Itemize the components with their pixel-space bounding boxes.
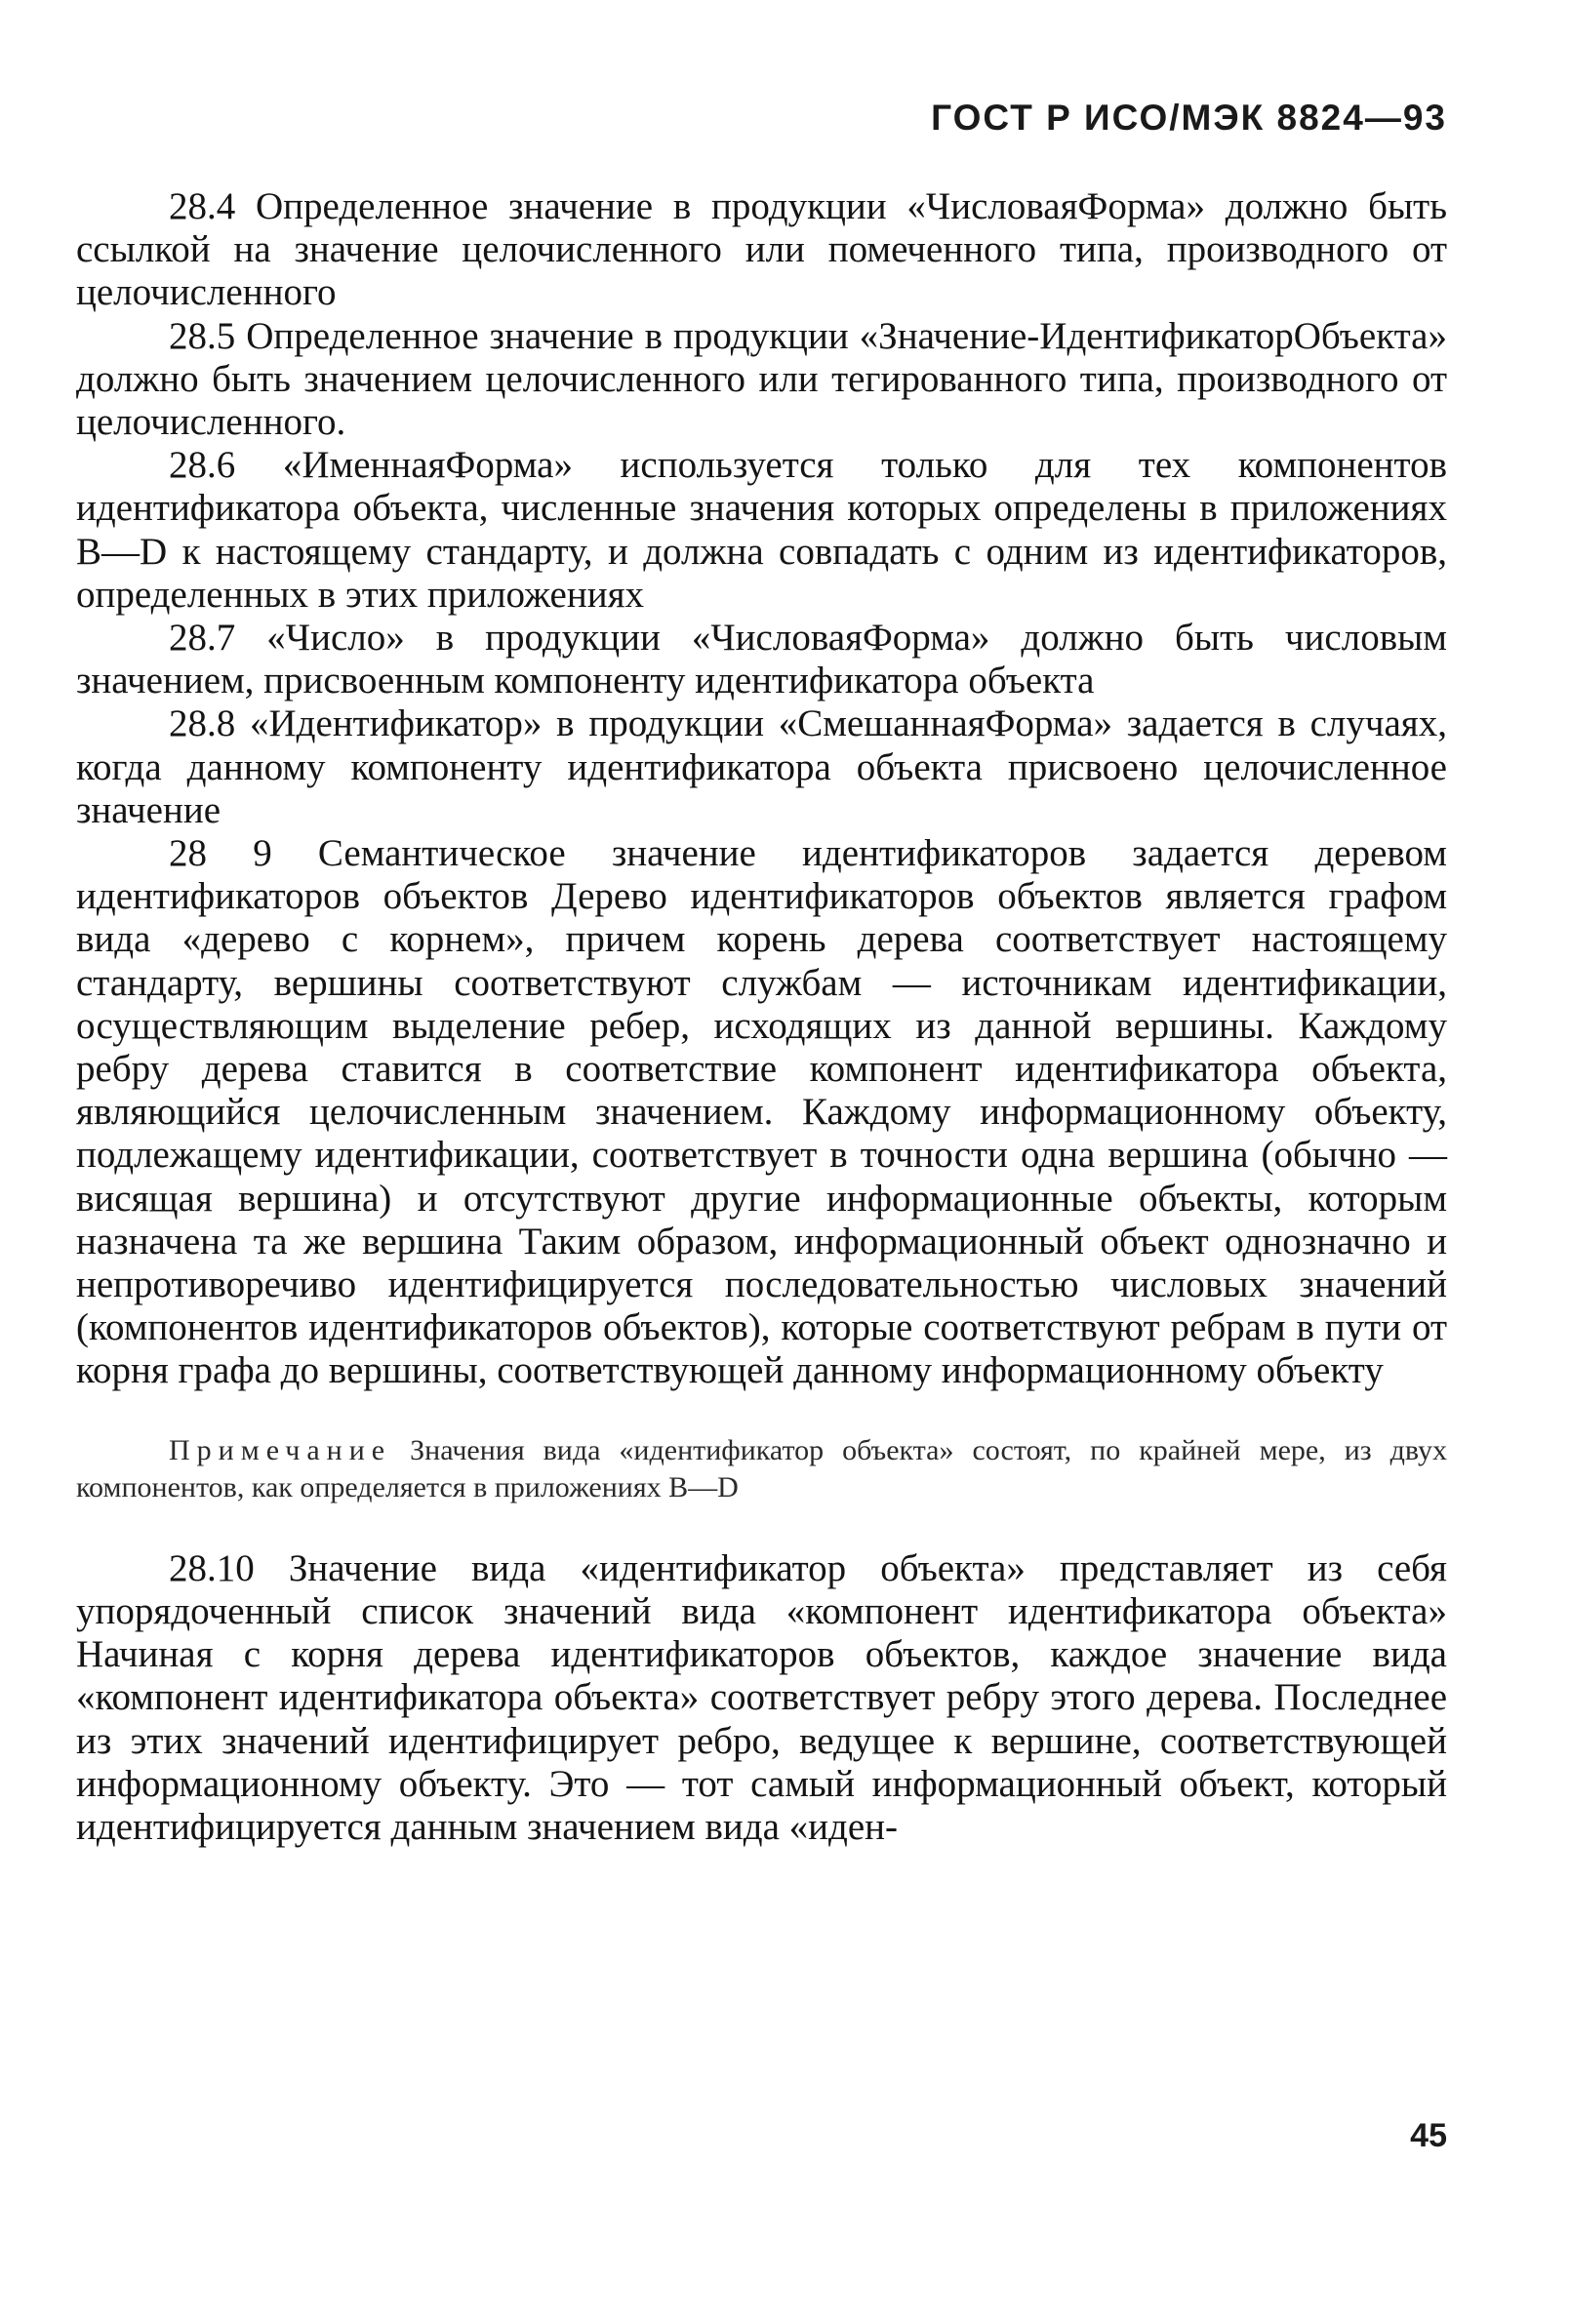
paragraph-28-7: 28.7 «Число» в продукции «ЧисловаяФорма» должно быть числовым значением, присвоенным компоненту идентификатора объекта <box>76 617 1447 702</box>
page-number: 45 <box>1410 2117 1447 2154</box>
paragraph-28-9: 28 9 Семантическое значение идентификаторов задается деревом идентификаторов объектов Дерево идентификаторов объектов является графом вида «дерево с корнем», причем корень дерева соответствует настоящему стандарту, вершины соответствуют службам — источникам идентификации, осуществляющим выделение ребер, исходящих из данной вершины. Каждому ребру дерева ставится в соответствие компонент идентификатора объекта, являющийся целочисленным значением. Каждому информационному объекту, подлежащему идентификации, соответствует в точности одна вершина (обычно — висящая вершина) и отсутствуют другие информационные объекты, которым назначена та же вершина Таким образом, информационный объект однозначно и непротиворечиво идентифицируется последовательностью числовых значений (компонентов идентификаторов объектов), которые соответствуют ребрам в пути от корня графа до вершины, соответствующей данному информационному объекту <box>76 832 1447 1392</box>
paragraph-28-5: 28.5 Определенное значение в продукции «Значение-ИдентификаторОбъекта» должно быть значением целочисленного или тегированного типа, производного от целочисленного. <box>76 314 1447 444</box>
paragraph-28-8: 28.8 «Идентификатор» в продукции «СмешаннаяФорма» задается в случаях, когда данному компоненту идентификатора объекта присвоено целочисленное значение <box>76 702 1447 831</box>
standard-header: ГОСТ Р ИСО/МЭК 8824—93 <box>931 98 1447 138</box>
document-body <box>76 185 1447 1849</box>
note <box>76 1432 1447 1506</box>
paragraph-28-10: 28.10 Значение вида «идентификатор объекта» представляет из себя упорядоченный список значений вида «компонент идентификатора объекта» Начиная с корня дерева идентификаторов объектов, каждое значение вида «компонент идентификатора объекта» соответствует ребру этого дерева. Последнее из этих значений идентифицирует ребро, ведущее к вершине, соответствующей информационному объекту. Это — тот самый информационный объект, который идентифицируется данным значением вида «иден- <box>76 1546 1447 1848</box>
note-text: Значения вида «идентификатор объекта» состоят, по крайней мере, из двух компонентов, как определяется в приложениях В—D <box>76 1433 1448 1503</box>
note-label: Примечание <box>169 1433 392 1466</box>
document-page <box>76 0 1447 2324</box>
paragraph-28-4: 28.4 Определенное значение в продукции «ЧисловаяФорма» должно быть ссылкой на значение целочисленного или помеченного типа, производного от целочисленного <box>76 185 1447 314</box>
paragraph-28-6: 28.6 «ИменнаяФорма» используется только для тех компонентов идентификатора объекта, численные значения которых определены в приложениях В—D к настоящему стандарту, и должна совпадать с одним из идентификаторов, определенных в этих приложениях <box>76 444 1447 616</box>
